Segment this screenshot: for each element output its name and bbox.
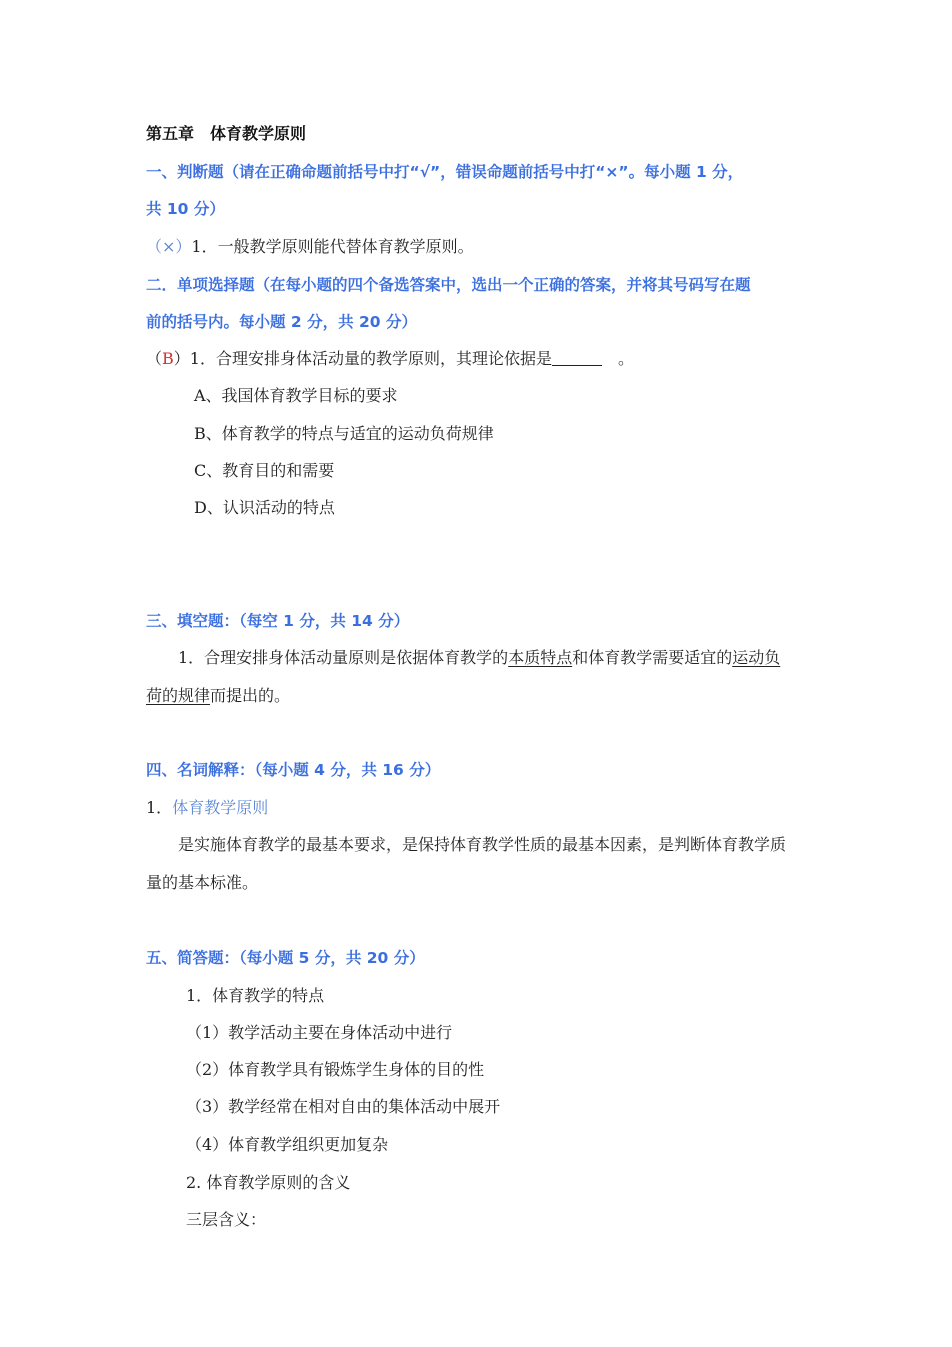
section2-option-a: A、我国体育教学目标的要求	[194, 386, 398, 405]
section2-q1-answer: B	[162, 349, 174, 368]
section2-q1-text: ）1．合理安排身体活动量的教学原则，其理论依据是	[173, 349, 552, 368]
section2-q1-end: 。	[601, 349, 634, 368]
section5-q1-point2: （2）体育教学具有锻炼学生身体的目的性	[186, 1060, 485, 1079]
section3-question1-line2	[146, 686, 290, 706]
section3-q1-blank2-part1: 运动负	[732, 648, 781, 667]
section2-option-d: D、认识活动的特点	[194, 498, 335, 517]
section3-q1-text-b: 和体育教学需要适宜的	[572, 648, 733, 667]
section2-option-c: C、教育目的和需要	[194, 461, 335, 480]
section3-q1-text-c: 而提出的。	[210, 686, 291, 705]
section2-question1	[146, 349, 634, 369]
section4-question1	[146, 798, 268, 818]
section2-heading-line2: 前的括号内。每小题 2 分，共 20 分）	[146, 313, 417, 331]
section2-q1-blank	[552, 349, 602, 366]
section3-heading: 三、填空题：（每空 1 分，共 14 分）	[146, 612, 410, 630]
section5-q1-point3: （3）教学经常在相对自由的集体活动中展开	[186, 1097, 501, 1116]
section5-q1-point1: （1）教学活动主要在身体活动中进行	[186, 1023, 453, 1042]
section1-heading-line2: 共 10 分）	[146, 200, 225, 218]
section3-q1-text-a: 1．合理安排身体活动量原则是依据体育教学的	[178, 648, 509, 667]
section5-q2-subheading: 三层含义：	[186, 1210, 267, 1229]
section4-heading: 四、名词解释：（每小题 4 分，共 16 分）	[146, 761, 441, 779]
section1-q1-text: 1．一般教学原则能代替体育教学原则。	[191, 237, 474, 256]
section4-q1-number: 1．	[146, 798, 173, 817]
chapter-title: 第五章 体育教学原则	[146, 124, 307, 143]
section4-q1-term: 体育教学原则	[172, 798, 269, 817]
section3-q1-blank2-part2: 荷的规律	[146, 686, 211, 705]
section3-q1-blank1: 本质特点	[508, 648, 573, 667]
section5-question1: 1．体育教学的特点	[186, 986, 325, 1005]
section2-q1-open-paren: （	[146, 349, 163, 368]
section4-q1-definition-line2: 量的基本标准。	[146, 873, 259, 892]
section4-q1-definition-line1: 是实施体育教学的最基本要求，是保持体育教学性质的最基本因素，是判断体育教学质	[178, 835, 787, 854]
section1-q1-answer: （×）	[146, 237, 192, 256]
section5-q1-point4: （4）体育教学组织更加复杂	[186, 1135, 389, 1154]
section1-heading-line1: 一、判断题（请在正确命题前括号中打“√”，错误命题前括号中打“×”。每小题 1 分，	[146, 163, 744, 181]
section5-question2: 2. 体育教学原则的含义	[186, 1173, 351, 1192]
section5-heading: 五、简答题：（每小题 5 分，共 20 分）	[146, 949, 425, 967]
section2-option-b: B、体育教学的特点与适宜的运动负荷规律	[194, 424, 494, 443]
section2-heading-line1: 二．单项选择题（在每小题的四个备选答案中，选出一个正确的答案，并将其号码写在题	[146, 276, 751, 294]
section1-question1	[146, 237, 474, 257]
section3-question1-line1	[178, 648, 780, 668]
